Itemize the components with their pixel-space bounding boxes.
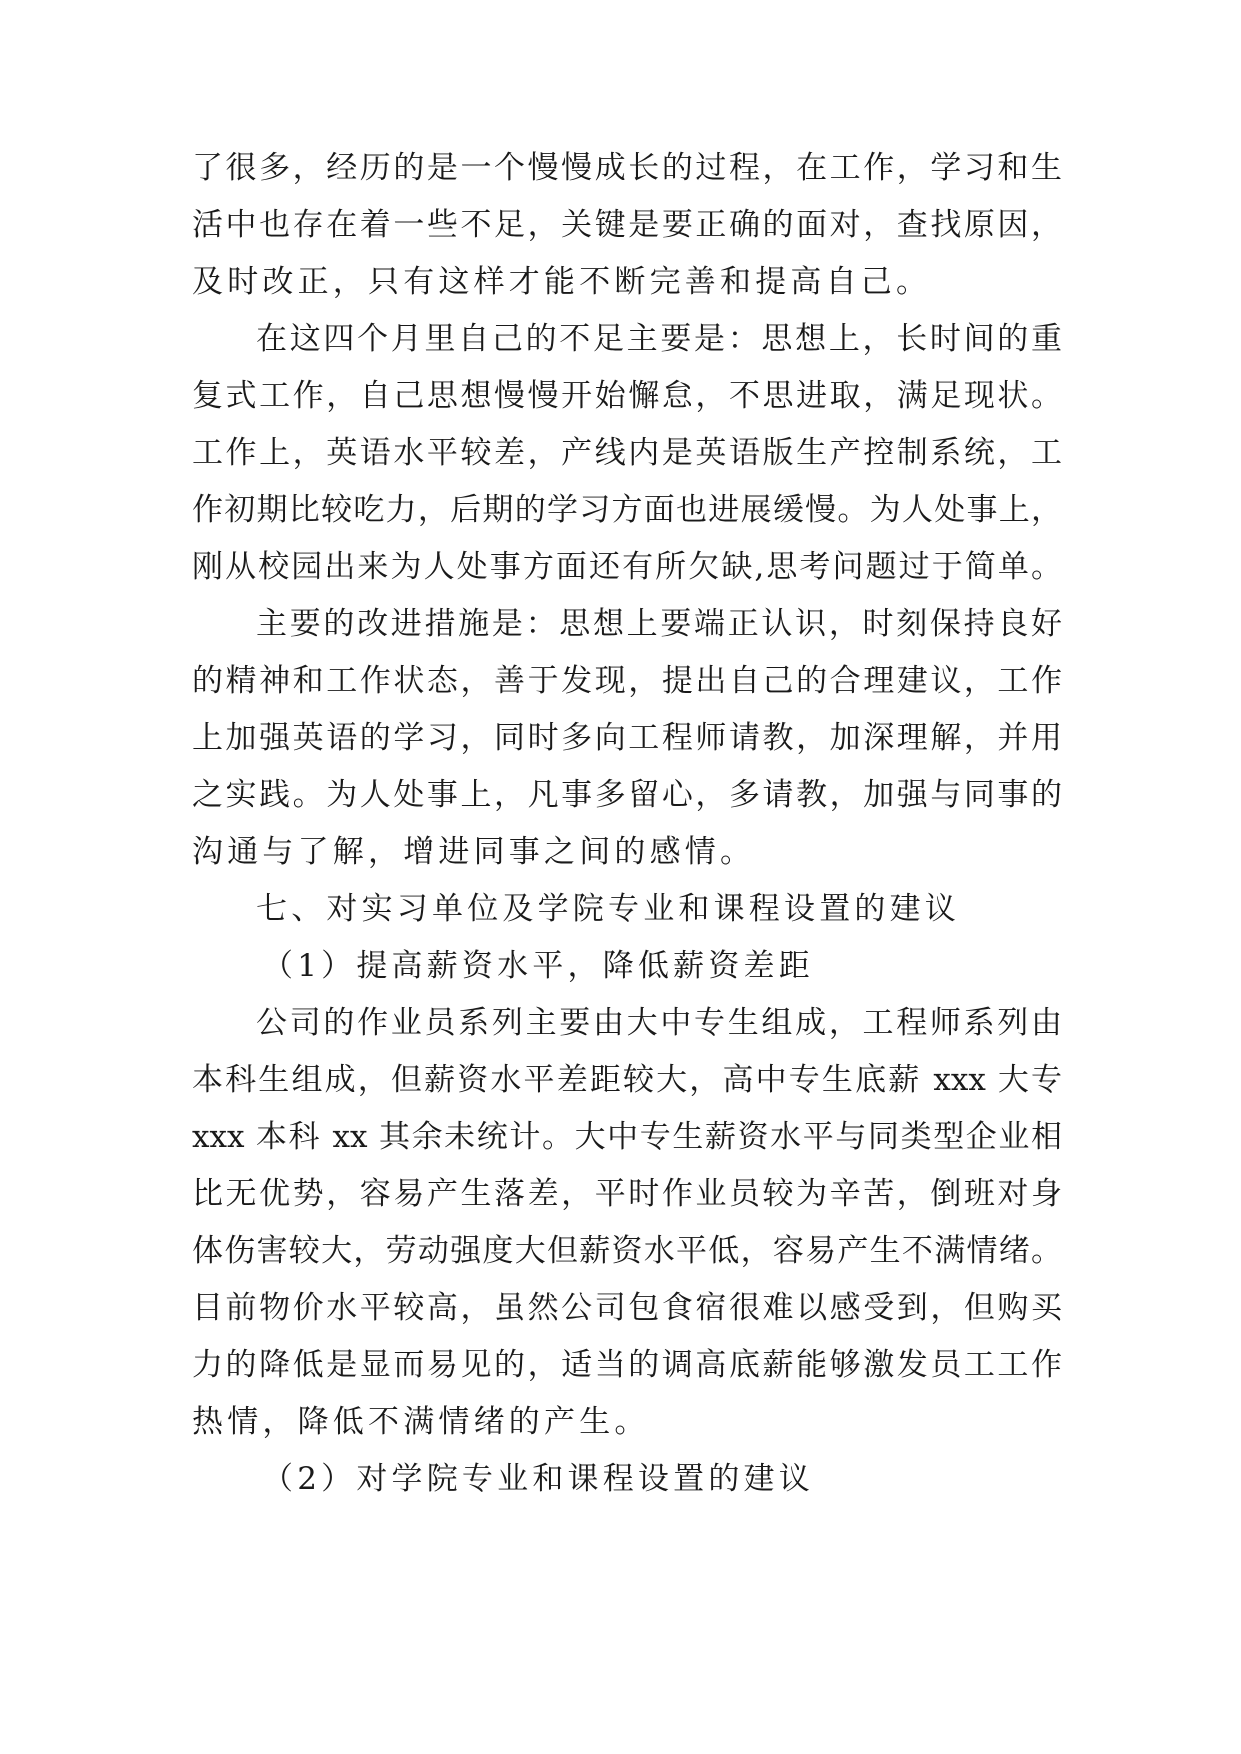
paragraph-line: 体伤害较大，劳动强度大但薪资水平低，容易产生不满情绪。: [192, 1233, 1062, 1269]
paragraph-line: 复式工作，自己思想慢慢开始懈怠，不思进取，满足现状。: [192, 378, 1062, 414]
paragraph-line: 沟通与了解，增进同事之间的感情。: [192, 834, 756, 870]
paragraph-line: 之实践。为人处事上，凡事多留心，多请教，加强与同事的: [192, 777, 1062, 813]
paragraph-line: 主要的改进措施是：思想上要端正认识，时刻保持良好: [256, 606, 1062, 642]
paragraph-line: xxx 本科 xx 其余未统计。大中专生薪资水平与同类型企业相: [192, 1119, 1062, 1155]
paragraph-line: 了很多，经历的是一个慢慢成长的过程，在工作，学习和生: [192, 150, 1062, 186]
paragraph-line: 本科生组成，但薪资水平差距较大，高中专生底薪 xxx 大专: [192, 1062, 1062, 1098]
paragraph-line: 作初期比较吃力，后期的学习方面也进展缓慢。为人处事上，: [192, 492, 1062, 528]
paragraph-line: 刚从校园出来为人处事方面还有所欠缺,思考问题过于简单。: [192, 549, 1062, 585]
paragraph-line: 目前物价水平较高，虽然公司包食宿很难以感受到，但购买: [192, 1290, 1062, 1326]
paragraph-line: 上加强英语的学习，同时多向工程师请教，加深理解，并用: [192, 720, 1062, 756]
paragraph-line: 力的降低是显而易见的，适当的调高底薪能够激发员工工作: [192, 1347, 1062, 1383]
paragraph-line: 及时改正，只有这样才能不断完善和提高自己。: [192, 264, 932, 300]
subsection-heading: （1）提高薪资水平，降低薪资差距: [262, 948, 814, 984]
paragraph-line: 公司的作业员系列主要由大中专生组成，工程师系列由: [256, 1005, 1062, 1041]
paragraph-line: 活中也存在着一些不足，关键是要正确的面对，查找原因，: [192, 207, 1062, 243]
paragraph-line: 工作上，英语水平较差，产线内是英语版生产控制系统，工: [192, 435, 1062, 471]
subsection-heading: （2）对学院专业和课程设置的建议: [262, 1461, 814, 1497]
section-heading: 七、对实习单位及学院专业和课程设置的建议: [256, 891, 960, 927]
paragraph-line: 比无优势，容易产生落差，平时作业员较为辛苦，倒班对身: [192, 1176, 1062, 1212]
paragraph-line: 的精神和工作状态，善于发现，提出自己的合理建议，工作: [192, 663, 1062, 699]
paragraph-line: 在这四个月里自己的不足主要是：思想上，长时间的重: [256, 321, 1062, 357]
paragraph-line: 热情，降低不满情绪的产生。: [192, 1404, 650, 1440]
